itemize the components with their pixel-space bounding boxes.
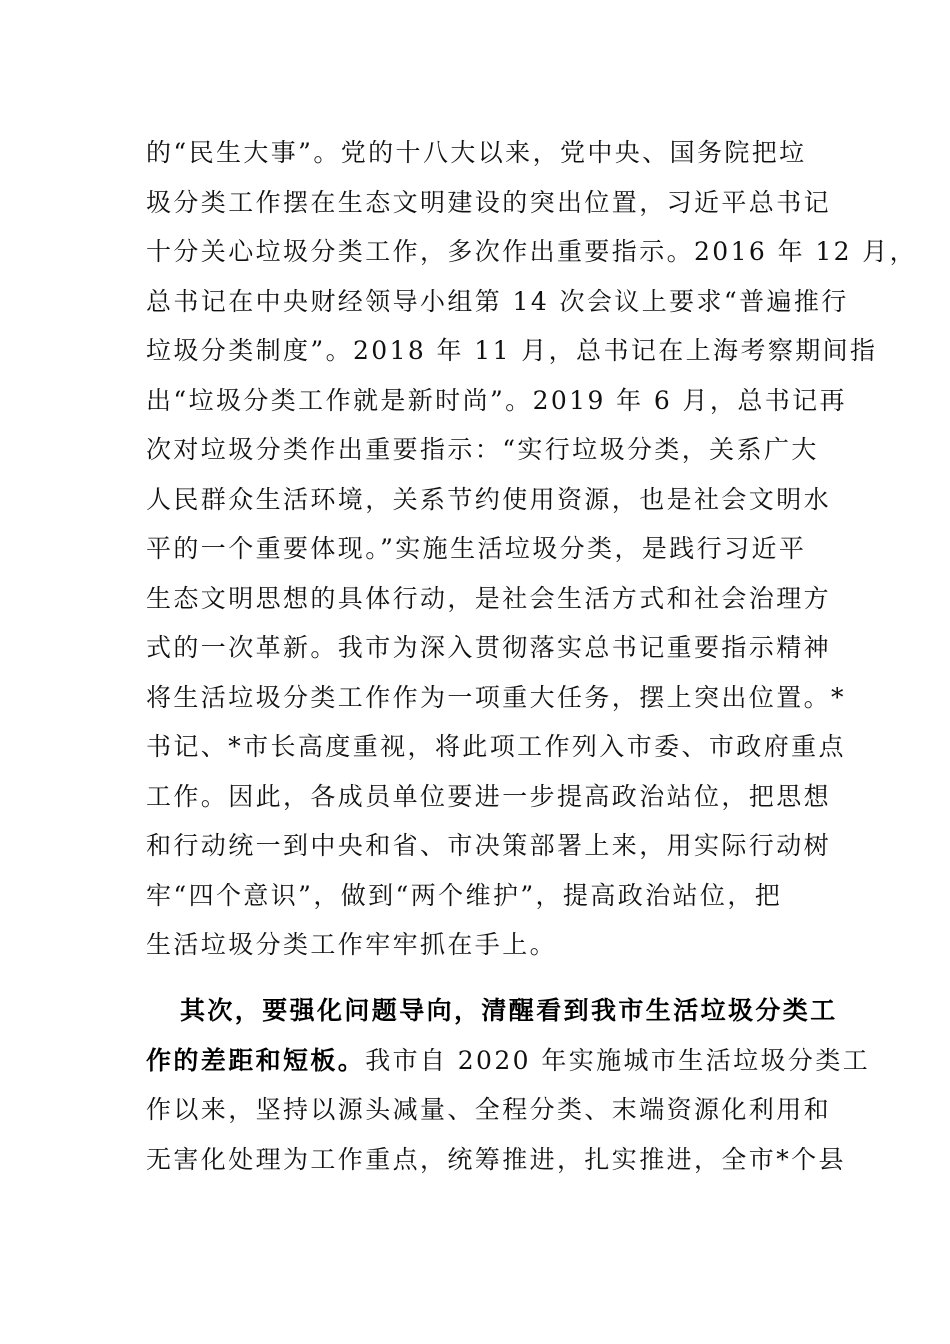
paragraph-line: 牢“四个意识”，做到“两个维护”，提高政治站位，把 — [146, 880, 783, 910]
paragraph-line: 式的一次革新。我市为深入贯彻落实总书记重要指示精神 — [146, 633, 832, 662]
paragraph-line-text: 我市自 2020 年实施城市生活垃圾分类工 — [365, 1045, 871, 1075]
paragraph-line: 生活垃圾分类工作牢牢抓在手上。 — [146, 930, 558, 959]
paragraph-line: 书记、*市长高度重视，将此项工作列入市委、市政府重点 — [146, 732, 846, 761]
paragraph-heading-line: 其次，要强化问题导向，清醒看到我市生活垃圾分类工 — [180, 996, 838, 1025]
paragraph-line: 圾分类工作摆在生态文明建设的突出位置，习近平总书记 — [146, 187, 832, 217]
paragraph-line: 总书记在中央财经领导小组第 14 次会议上要求“普遍推行 — [146, 286, 849, 316]
paragraph-line: 出“垃圾分类工作就是新时尚”。2019 年 6 月，总书记再 — [146, 385, 847, 415]
paragraph-line: 和行动统一到中央和省、市决策部署上来，用实际行动树 — [146, 831, 832, 860]
paragraph-line: 将生活垃圾分类工作作为一项重大任务，摆上突出位置。* — [146, 682, 846, 712]
paragraph-line: 工作。因此，各成员单位要进一步提高政治站位，把思想 — [146, 781, 832, 811]
paragraph-line: 垃圾分类制度”。2018 年 11 月，总书记在上海考察期间指 — [146, 336, 878, 365]
paragraph-heading-tail: 作的差距和短板。 — [146, 1045, 366, 1075]
paragraph-line: 次对垃圾分类作出重要指示：“实行垃圾分类，关系广大 — [146, 435, 819, 464]
paragraph-line: 人民群众生活环境，关系节约使用资源，也是社会文明水 — [146, 484, 832, 514]
paragraph-line: 平的一个重要体现。”实施生活垃圾分类，是践行习近平 — [146, 534, 807, 563]
paragraph-line: 无害化处理为工作重点，统筹推进，扎实推进，全市*个县 — [146, 1144, 846, 1174]
paragraph-1 — [146, 128, 918, 970]
paragraph-line: 生态文明思想的具体行动，是社会生活方式和社会治理方 — [146, 583, 832, 613]
paragraph-line: 的“民生大事”。党的十八大以来，党中央、国务院把垃 — [146, 138, 807, 167]
paragraph-line — [146, 1036, 871, 1086]
paragraph-line: 十分关心垃圾分类工作，多次作出重要指示。2016 年 12 月， — [146, 237, 918, 266]
paragraph-line: 作以来，坚持以源头减量、全程分类、末端资源化利用和 — [146, 1095, 832, 1124]
paragraph-2 — [146, 986, 871, 1184]
